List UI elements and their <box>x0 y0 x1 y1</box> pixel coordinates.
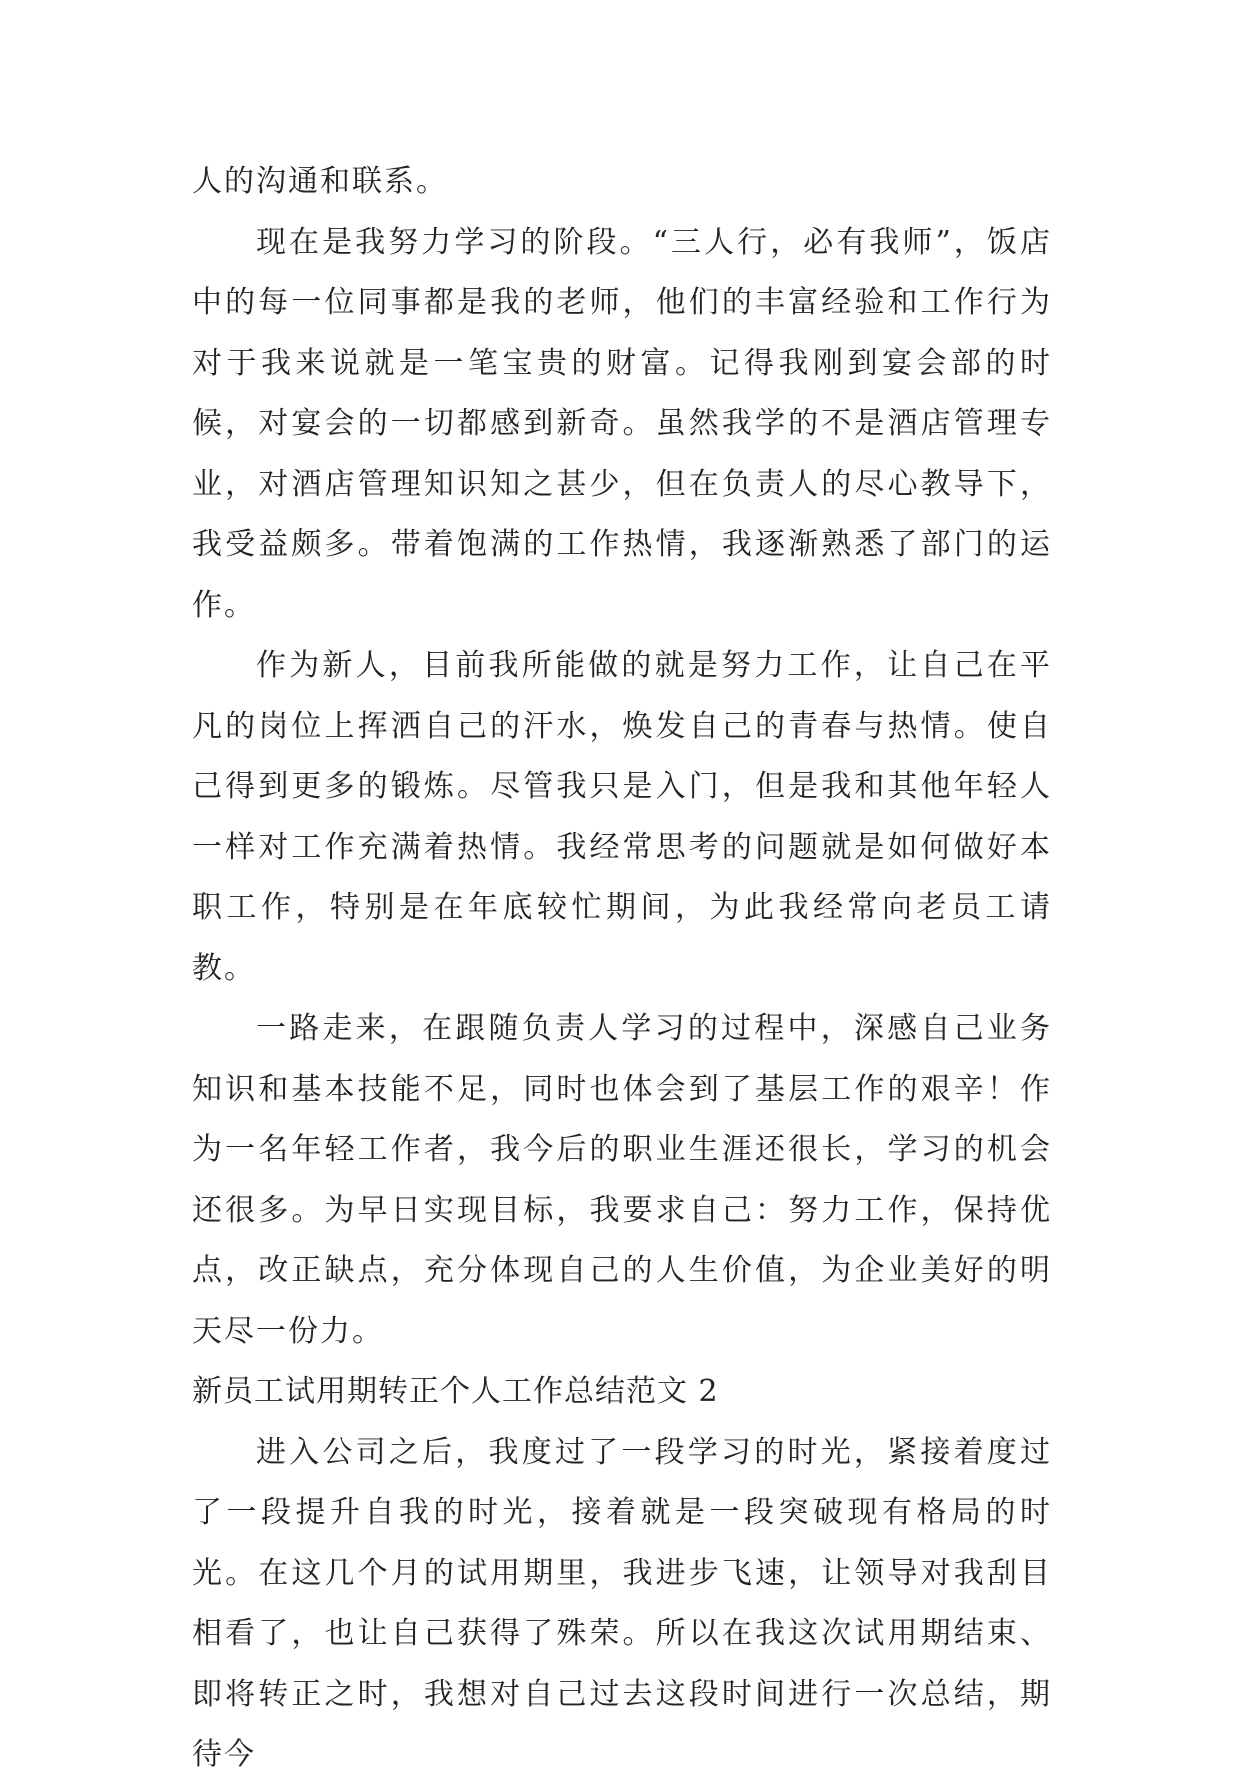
paragraph-learning-stage: 现在是我努力学习的阶段。“三人行，必有我师”，饭店中的每一位同事都是我的老师，他们的丰富经验和工作行为对于我来说就是一笔宝贵的财富。记得我刚到宴会部的时候，对宴会的一切都感到新奇。虽然我学的不是酒店管理专业，对酒店管理知识知之甚少，但在负责人的尽心教导下，我受益颇多。带着饱满的工作热情，我逐渐熟悉了部门的运作。 <box>192 224 1052 623</box>
paragraph-as-newcomer: 作为新人，目前我所能做的就是努力工作，让自己在平凡的岗位上挥洒自己的汗水，焕发自己的青春与热情。使自己得到更多的锻炼。尽管我只是入门，但是我和其他年轻人一样对工作充满着热情。我经常思考的问题就是如何做好本职工作，特别是在年底较忙期间，为此我经常向老员工请教。 <box>192 648 1052 986</box>
paragraph-along-the-way: 一路走来，在跟随负责人学习的过程中，深感自己业务知识和基本技能不足，同时也体会到了基层工作的艰辛！作为一名年轻工作者，我今后的职业生涯还很长，学习的机会还很多。为早日实现目标，我要求自己：努力工作，保持优点，改正缺点，充分体现自己的人生价值，为企业美好的明天尽一份力。 <box>192 1011 1052 1349</box>
paragraph-continuation: 人的沟通和联系。 <box>192 164 448 199</box>
section-heading: 新员工试用期转正个人工作总结范文 2 <box>192 1374 719 1409</box>
paragraph-after-joining: 进入公司之后，我度过了一段学习的时光，紧接着度过了一段提升自我的时光，接着就是一段突破现有格局的时光。在这几个月的试用期里，我进步飞速，让领导对我刮目相看了，也让自己获得了殊荣。所以在我这次试用期结束、即将转正之时，我想对自己过去这段时间进行一次总结，期待今 <box>192 1434 1052 1772</box>
document-body <box>192 152 1052 1786</box>
